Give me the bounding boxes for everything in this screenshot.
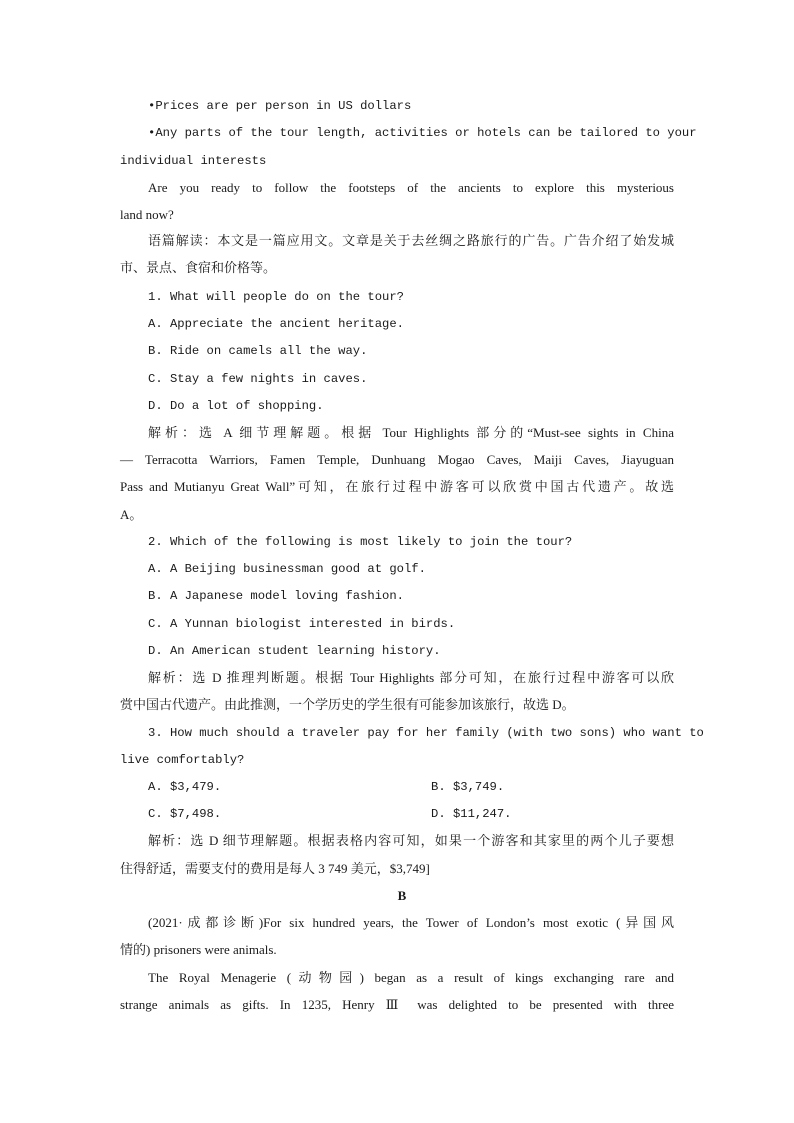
section-b-line-1: (2021·成都诊断)For six hundred years, the Tower of London’s most exotic (异国风 <box>148 915 674 930</box>
section-b-heading: B <box>397 888 407 903</box>
closing-question-line-2: land now? <box>120 207 174 222</box>
question-2-option-b: B. A Japanese model loving fashion. <box>148 589 404 603</box>
question-1-explanation-line-1: 解析：选 A 细节理解题。根据 Tour Highlights 部分的“Must-see sights in China <box>148 425 674 440</box>
question-3-stem-line-2: live comfortably? <box>120 753 245 767</box>
question-2-explanation-line-1: 解析：选 D 推理判断题。根据 Tour Highlights 部分可知，在旅行过程中游客可以欣 <box>148 670 674 685</box>
question-1-explanation-line-4: A。 <box>120 507 143 522</box>
question-2-stem: 2. Which of the following is most likely to join the tour? <box>148 535 573 549</box>
section-b-line-4: strange animals as gifts. In 1235, Henry Ⅲ was delighted to be presented with three <box>120 997 674 1012</box>
question-3-option-c: C. $7,498. <box>148 807 222 821</box>
question-3-explanation-line-2: 住得舒适，需要支付的费用是每人 3 749 美元，$3,749] <box>120 861 430 876</box>
question-3-option-a: A. $3,479. <box>148 780 222 794</box>
question-2-option-d: D. An American student learning history. <box>148 644 441 658</box>
question-3-option-d: D. $11,247. <box>431 807 512 821</box>
tailor-note-line-1: •Any parts of the tour length, activities or hotels can be tailored to your <box>148 126 697 140</box>
tailor-note-line-2: individual interests <box>120 154 267 168</box>
question-2-option-a: A. A Beijing businessman good at golf. <box>148 562 426 576</box>
question-2-explanation-line-2: 赏中国古代遗产。由此推测，一个学历史的学生很有可能参加该旅行，故选 D。 <box>120 697 575 712</box>
question-1-option-c: C. Stay a few nights in caves. <box>148 372 368 386</box>
closing-question-line-1: Are you ready to follow the footsteps of the ancients to explore this mysterious <box>148 180 674 195</box>
section-b-line-3: The Royal Menagerie (动物园) began as a result of kings exchanging rare and <box>148 970 674 985</box>
question-1-option-b: B. Ride on camels all the way. <box>148 344 368 358</box>
price-note: •Prices are per person in US dollars <box>148 99 412 113</box>
question-1-option-d: D. Do a lot of shopping. <box>148 399 324 413</box>
question-2-option-c: C. A Yunnan biologist interested in birds. <box>148 617 456 631</box>
question-3-stem-line-1: 3. How much should a traveler pay for her family (with two sons) who want to <box>148 726 704 740</box>
passage-analysis-line-1: 语篇解读：本文是一篇应用文。文章是关于去丝绸之路旅行的广告。广告介绍了始发城 <box>148 234 674 249</box>
question-1-explanation-line-2: — Terracotta Warriors, Famen Temple, Dunhuang Mogao Caves, Maiji Caves, Jiayuguan <box>120 452 674 467</box>
question-1-stem: 1. What will people do on the tour? <box>148 290 404 304</box>
section-b-line-2: 情的) prisoners were animals. <box>120 942 277 957</box>
passage-analysis-line-2: 市、景点、食宿和价格等。 <box>120 261 277 276</box>
question-3-option-b: B. $3,749. <box>431 780 505 794</box>
question-1-option-a: A. Appreciate the ancient heritage. <box>148 317 404 331</box>
question-3-explanation-line-1: 解析：选 D 细节理解题。根据表格内容可知，如果一个游客和其家里的两个儿子要想 <box>148 833 674 848</box>
question-1-explanation-line-3: Pass and Mutianyu Great Wall”可知，在旅行过程中游客可以欣赏中国古代遗产。故选 <box>120 479 674 494</box>
